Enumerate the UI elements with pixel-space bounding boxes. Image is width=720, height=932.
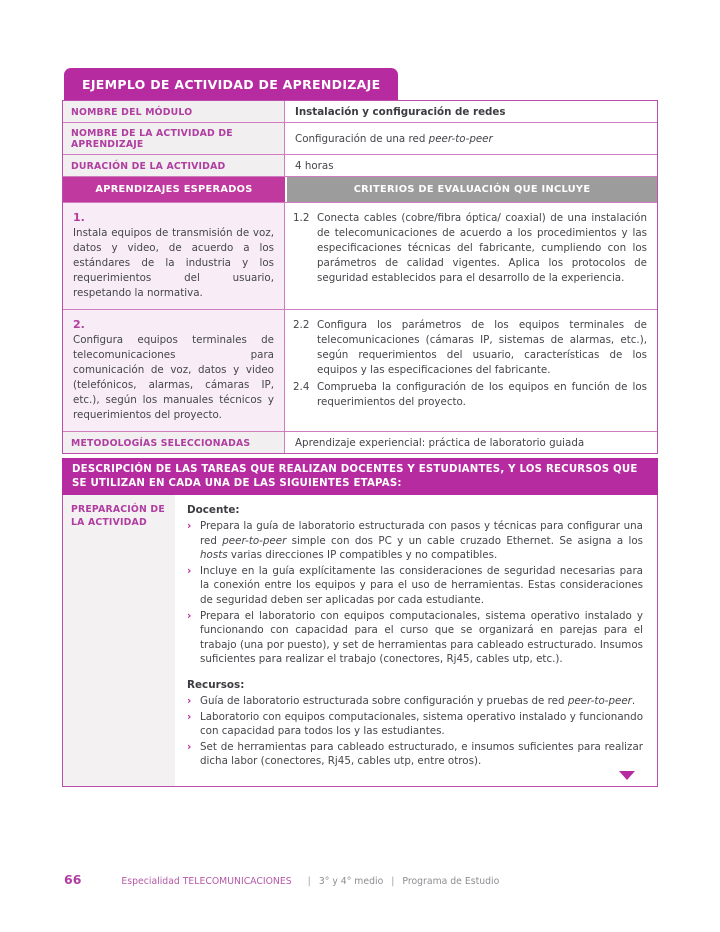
expected-learning-2-number: 2.: [73, 318, 85, 331]
criteria-cell-2: [285, 310, 657, 431]
activity-table: [62, 100, 658, 454]
list-item: [187, 710, 643, 739]
module-value-text: Instalación y configuración de redes: [295, 106, 506, 118]
table-row-module: [63, 101, 657, 123]
criterion-1-2-number: 1.2: [293, 212, 310, 224]
criterion-2-2: [293, 318, 647, 378]
criterion-1-2-text: Conecta cables (cobre/fibra óptica/ coaxial) de una instalación de telecomunicaciones de acuerdo a los procedimientos y las especificaciones técnicas del fabricante, cumpliendo con los parámetros de calidad vigentes. Aplica los protocolos de seguridad establecidos para el desarrollo de la experiencia.: [317, 212, 647, 284]
list-item: [187, 609, 643, 667]
criterion-2-4-number: 2.4: [293, 381, 310, 393]
learning-table-header: [63, 177, 657, 203]
methodology-value: Aprendizaje experiencial: práctica de laboratorio guiada: [285, 432, 657, 453]
list-item: [187, 694, 643, 709]
table-row-methodology: [63, 432, 657, 453]
expected-learning-1-text: Instala equipos de transmisión de voz, datos y video, de acuerdo a los estándares de la industria y los requerimientos del usuario, respetando la normativa.: [73, 227, 274, 299]
footer-separator: |: [391, 876, 395, 887]
docente-list: [187, 519, 643, 667]
expected-learnings-header: APRENDIZAJES ESPERADOS: [63, 177, 285, 202]
preparation-label: PREPARACIÓN DE LA ACTIVIDAD: [63, 495, 175, 786]
module-label: NOMBRE DEL MÓDULO: [63, 101, 285, 122]
duration-value: [285, 155, 657, 176]
bullet-icon: ›: [187, 520, 192, 532]
list-item: [187, 564, 643, 608]
expected-learning-1: [63, 203, 285, 309]
criterion-2-2-text: Configura los parámetros de los equipos terminales de telecomunicaciones (cámaras IP, sistemas de alarmas, etc.), según requerimientos del usuario, características de los equipos y las especificaciones del fabricante.: [317, 319, 647, 376]
bullet-icon: ›: [187, 710, 192, 723]
footer-separator: |: [307, 876, 311, 887]
recursos-item-1-text: Guía de laboratorio estructurada sobre configuración y pruebas de red peer-to-peer.: [200, 694, 636, 707]
expected-learning-2: [63, 310, 285, 431]
module-value: [285, 101, 657, 122]
page-number: 66: [64, 872, 82, 887]
preparation-section: [62, 495, 658, 787]
docente-item-1-text: Prepara la guía de laboratorio estructurada con pasos y técnicas para configurar una red peer-to-peer simple con dos PC y un cable cruzado Ethernet. Se asigna a los hosts varias direcciones IP compatibles y no compatibles.: [200, 520, 644, 562]
list-item: [187, 519, 643, 563]
bullet-icon: ›: [187, 564, 192, 577]
recursos-heading: Recursos:: [187, 678, 245, 691]
criterion-1-2: [293, 211, 647, 286]
page-footer: [64, 872, 499, 887]
table-row-duration: [63, 155, 657, 177]
footer-program: Programa de Estudio: [402, 876, 500, 887]
methodology-label: METODOLOGÍAS SELECCIONADAS: [63, 432, 285, 453]
docente-heading: Docente:: [187, 504, 240, 516]
expected-learning-1-number: 1.: [73, 211, 85, 224]
spacer: [187, 668, 643, 677]
criterion-2-2-number: 2.2: [293, 319, 310, 331]
docente-item-2-text: Incluye en la guía explícitamente las consideraciones de seguridad necesarias para la conexión entre los equipos y para el uso de herramientas. Estas consideraciones de seguridad deben ser aplicadas por cada estudiante.: [200, 564, 643, 606]
learning-row-1: [63, 203, 657, 310]
description-banner: DESCRIPCIÓN DE LAS TAREAS QUE REALIZAN DOCENTES Y ESTUDIANTES, Y LOS RECURSOS QUE SE UTILIZAN EN CADA UNA DE LAS SIGUIENTES ETAPAS:: [62, 458, 658, 495]
learning-row-2: [63, 310, 657, 432]
bullet-icon: ›: [187, 740, 192, 753]
bullet-icon: ›: [187, 609, 192, 622]
table-row-activity-name: [63, 123, 657, 155]
duration-label: DURACIÓN DE LA ACTIVIDAD: [63, 155, 285, 176]
criteria-cell-1: [285, 203, 657, 309]
recursos-item-2-text: Laboratorio con equipos computacionales, sistema operativo instalado y funcionando con capacidad para todos los y las estudiantes.: [200, 710, 643, 738]
docente-item-3-text: Prepara el laboratorio con equipos computacionales, sistema operativo instalado y funcionando con capacidad para el curso que se organizará en parejas para el trabajo (una por puesto), y set de herramientas para cableado estructurado. Insumos suficientes para realizar el trabajo (conectores, Rj45, cables utp, etc.).: [200, 609, 643, 666]
duration-value-text: 4 horas: [295, 160, 334, 172]
recursos-item-3-text: Set de herramientas para cableado estructurado, e insumos suficientes para realizar dicha labor (conectores, Rj45, cables utp, entre otros).: [200, 740, 643, 768]
activity-name-value-text: Configuración de una red peer-to-peer: [295, 133, 493, 145]
footer-grade: 3° y 4° medio: [318, 876, 384, 887]
page-title: EJEMPLO DE ACTIVIDAD DE APRENDIZAJE: [64, 68, 398, 100]
criterion-2-4-text: Comprueba la configuración de los equipos en función de los requerimientos del proyecto.: [317, 381, 647, 408]
evaluation-criteria-header: CRITERIOS DE EVALUACIÓN QUE INCLUYE: [287, 177, 657, 202]
expected-learning-2-text: Configura equipos terminales de telecomunicaciones para comunicación de voz, datos y video (telefónicos, alarmas, cámaras IP, etc.), según los manuales técnicos y requerimientos del proyecto.: [73, 334, 274, 421]
footer-specialty: Especialidad TELECOMUNICACIONES: [121, 876, 292, 887]
preparation-content: [175, 495, 657, 786]
document-content: [62, 68, 658, 787]
recursos-list: [187, 694, 643, 769]
bullet-icon: ›: [187, 694, 192, 707]
activity-name-label: NOMBRE DE LA ACTIVIDAD DE APRENDIZAJE: [63, 123, 285, 154]
activity-name-value: [285, 123, 657, 154]
list-item: [187, 740, 643, 769]
criterion-2-4: [293, 380, 647, 410]
continuation-triangle-icon: [619, 771, 635, 780]
